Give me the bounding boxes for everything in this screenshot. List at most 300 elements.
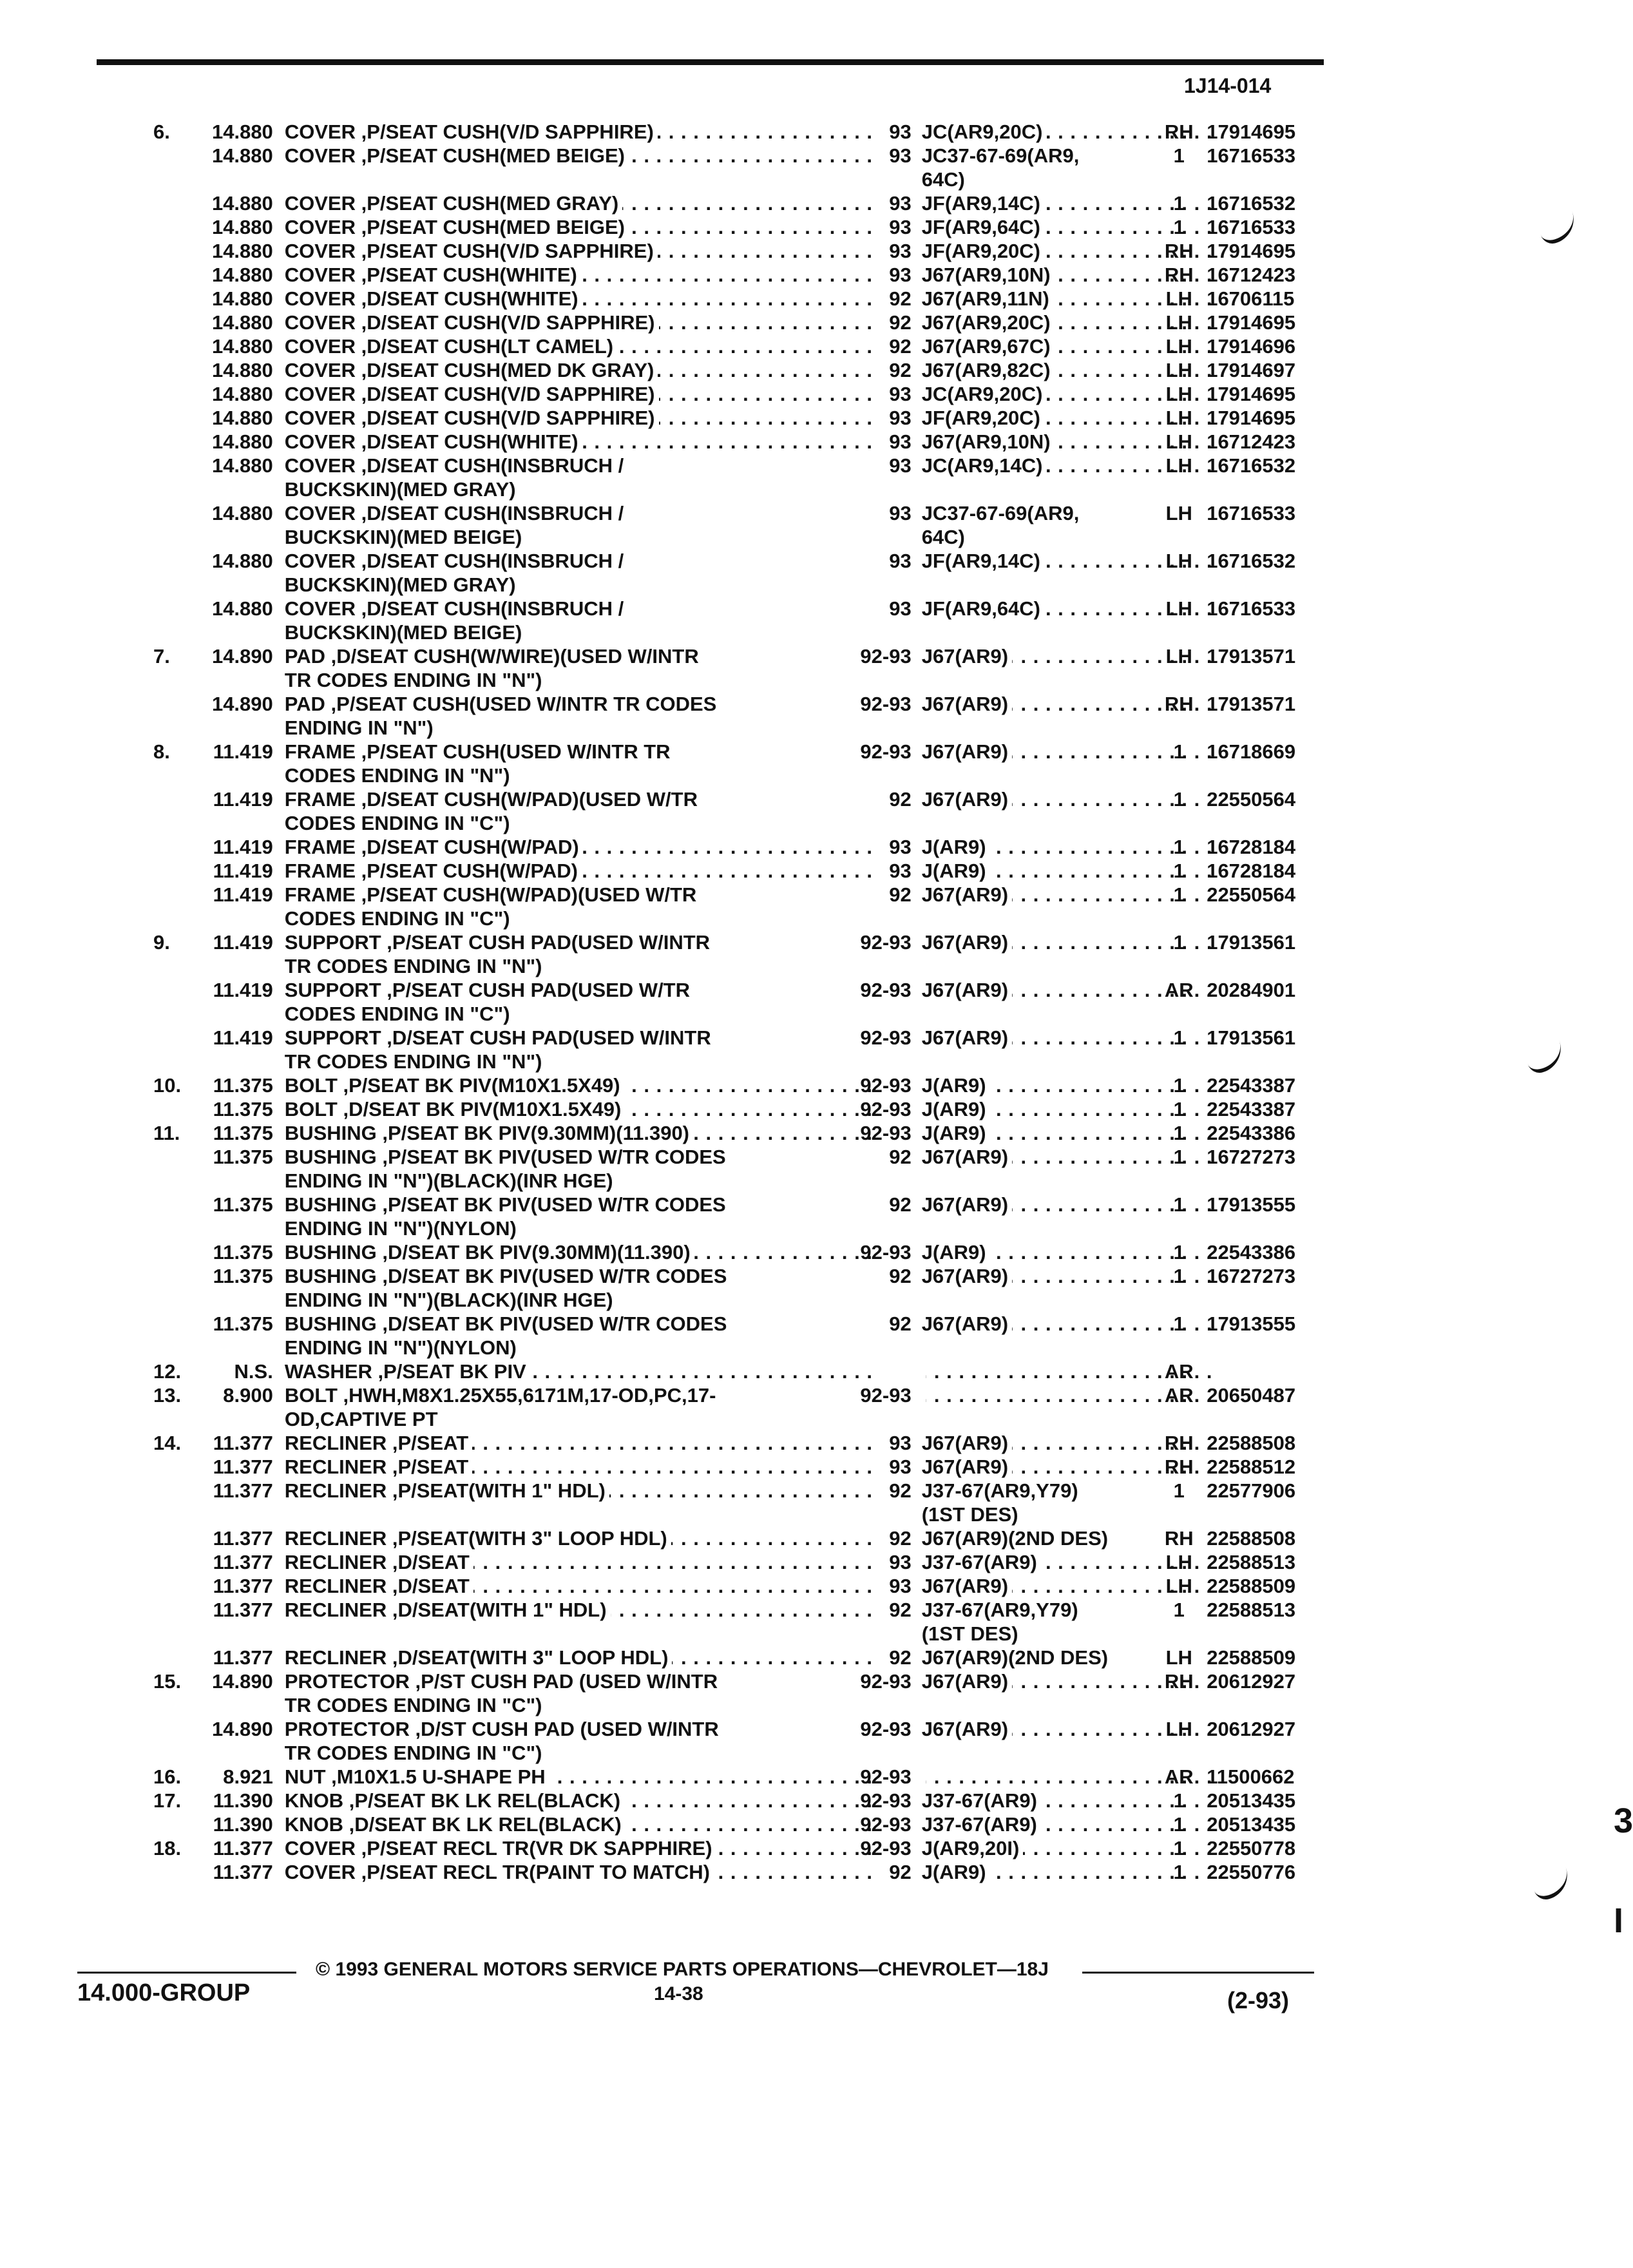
- model-year: 93: [889, 383, 912, 405]
- part-row: [97, 978, 1330, 1026]
- part-number: 17914695: [1207, 240, 1296, 262]
- group-number: 14.880: [211, 311, 273, 334]
- quantity: 1: [1173, 1861, 1185, 1883]
- part-number: 22543387: [1207, 1098, 1296, 1120]
- group-number: 14.880: [211, 240, 273, 262]
- part-description: COVER ,P/SEAT CUSH(V/D SAPPHIRE) . . .: [285, 120, 851, 144]
- ref-number: 12.: [153, 1360, 182, 1383]
- quantity: 1: [1173, 1265, 1185, 1287]
- group-number: 14.880: [211, 502, 273, 524]
- group-number: 14.890: [211, 1718, 273, 1740]
- part-row: [97, 1765, 1330, 1789]
- part-row: [97, 883, 1330, 930]
- model-code: JF(AR9,64C) . . .: [922, 597, 1157, 620]
- group-number: 14.890: [211, 645, 273, 668]
- edge-mark: 3: [1614, 1802, 1633, 1840]
- model-year: 92-93: [860, 1765, 912, 1788]
- ref-number: [97, 1574, 169, 1598]
- model-year: 93: [889, 120, 912, 143]
- ref-number: 14.: [153, 1432, 182, 1454]
- model-year: 92-93: [860, 1074, 912, 1097]
- ref-number: 10.: [153, 1074, 182, 1097]
- quantity: LH: [1165, 597, 1192, 620]
- part-row: [97, 191, 1330, 215]
- model-code: J67(AR9) . . .: [922, 978, 1157, 1002]
- group-number: 11.375: [213, 1098, 273, 1120]
- group-number: 14.890: [211, 693, 273, 715]
- part-number: 17914695: [1207, 383, 1296, 405]
- model-year: 92-93: [860, 1098, 912, 1120]
- part-description: NUT ,M10X1.5 U-SHAPE PH . . .: [285, 1765, 851, 1789]
- ref-number: 15.: [153, 1670, 182, 1693]
- model-year: 93: [889, 1575, 912, 1597]
- ref-number: [97, 1550, 169, 1574]
- ref-number: [97, 1860, 169, 1884]
- ref-number: [97, 883, 169, 907]
- part-row: [97, 1097, 1330, 1121]
- group-number: 14.880: [211, 359, 273, 381]
- quantity: 1: [1173, 860, 1185, 882]
- quantity: RH: [1164, 1527, 1194, 1550]
- part-row: [97, 1526, 1330, 1550]
- model-year: 92-93: [860, 1670, 912, 1693]
- part-row: [97, 1789, 1330, 1812]
- quantity: RH: [1164, 693, 1194, 715]
- part-number: 20513435: [1207, 1813, 1296, 1836]
- ref-number: [97, 1193, 169, 1216]
- part-number: 17913555: [1207, 1312, 1296, 1335]
- part-number: 11500662: [1207, 1765, 1295, 1788]
- group-number: 11.377: [213, 1575, 273, 1597]
- part-number: 17913555: [1207, 1193, 1296, 1216]
- part-number: 16716533: [1207, 597, 1296, 620]
- part-row: [97, 644, 1330, 692]
- model-year: 92-93: [860, 693, 912, 715]
- model-code: J(AR9) . . .: [922, 1073, 1157, 1097]
- part-number: 16712423: [1207, 430, 1296, 453]
- part-number: 22588513: [1207, 1599, 1296, 1621]
- model-year: 92-93: [860, 1789, 912, 1812]
- quantity: LH: [1165, 407, 1192, 429]
- part-row: [97, 740, 1330, 787]
- footer-page-number: 14-38: [654, 1983, 703, 2004]
- part-description: RECLINER ,P/SEAT . . .: [285, 1431, 851, 1455]
- ref-number: [97, 787, 169, 811]
- model-code: J67(AR9) . . .: [922, 883, 1157, 907]
- part-row: [97, 1240, 1330, 1264]
- model-code: J(AR9) . . .: [922, 1121, 1157, 1145]
- part-number: 16716533: [1207, 216, 1296, 238]
- part-number: 17913561: [1207, 1026, 1296, 1049]
- part-row: [97, 1360, 1330, 1383]
- part-row: [97, 1598, 1330, 1646]
- part-number: 16728184: [1207, 836, 1296, 858]
- model-code: J37-67(AR9,Y79) (1ST DES): [921, 1479, 1078, 1526]
- part-row: [97, 287, 1330, 311]
- part-description: FRAME ,P/SEAT CUSH(USED W/INTR TR CODES ENDING IN "N"): [284, 740, 671, 787]
- part-row: [97, 930, 1330, 978]
- part-description: COVER ,D/SEAT CUSH(MED DK GRAY) . . .: [285, 358, 851, 382]
- part-number: 20650487: [1207, 1384, 1296, 1407]
- model-code: J67(AR9)(2ND DES): [922, 1526, 1157, 1550]
- part-number: 17913571: [1207, 645, 1296, 668]
- part-number: 16718669: [1207, 740, 1296, 763]
- model-year: 93: [889, 407, 912, 429]
- quantity: 1: [1173, 1122, 1185, 1144]
- part-description: RECLINER ,D/SEAT . . .: [285, 1550, 851, 1574]
- part-number: 20284901: [1207, 979, 1296, 1001]
- quantity: 1: [1173, 1026, 1185, 1049]
- model-year: 92: [889, 1265, 912, 1287]
- part-description: BUSHING ,P/SEAT BK PIV(9.30MM)(11.390) . . .: [285, 1121, 851, 1145]
- model-year: 92: [889, 1861, 912, 1883]
- part-description: COVER ,D/SEAT CUSH(LT CAMEL) . . .: [285, 334, 851, 358]
- quantity: LH: [1165, 383, 1192, 405]
- model-year: 92: [889, 788, 912, 811]
- model-code: JC(AR9,14C) . . .: [922, 454, 1157, 477]
- part-row: [97, 1312, 1330, 1360]
- model-code: JF(AR9,14C) . . .: [922, 549, 1157, 573]
- group-number: 11.375: [213, 1193, 273, 1216]
- model-code: J37-67(AR9) . . .: [922, 1550, 1157, 1574]
- ref-number: [97, 191, 169, 215]
- part-description: SUPPORT ,P/SEAT CUSH PAD(USED W/INTR TR CODES ENDING IN "N"): [284, 931, 711, 977]
- group-number: 14.880: [211, 287, 273, 310]
- part-row: [97, 430, 1330, 454]
- group-number: 11.375: [213, 1122, 273, 1144]
- part-row: [97, 1550, 1330, 1574]
- part-description: RECLINER ,P/SEAT . . .: [285, 1455, 851, 1479]
- model-code: [922, 1765, 1157, 1789]
- model-year: 93: [889, 454, 912, 477]
- model-year: 93: [889, 836, 912, 858]
- part-description: COVER ,D/SEAT CUSH(INSBRUCH / BUCKSKIN)(MED BEIGE): [284, 597, 624, 644]
- ref-number: [97, 215, 169, 239]
- quantity: AR: [1164, 1360, 1194, 1383]
- quantity: 1: [1173, 1146, 1185, 1168]
- part-row: [97, 1383, 1330, 1431]
- group-number: 8.900: [223, 1384, 273, 1407]
- part-description: COVER ,P/SEAT CUSH(WHITE) . . .: [285, 263, 851, 287]
- group-number: 11.377: [213, 1599, 273, 1621]
- part-description: COVER ,D/SEAT CUSH(V/D SAPPHIRE) . . .: [285, 382, 851, 406]
- group-number: 11.375: [213, 1074, 273, 1097]
- part-row: [97, 263, 1330, 287]
- quantity: LH: [1165, 1575, 1192, 1597]
- part-description: COVER ,D/SEAT CUSH(WHITE) . . .: [285, 430, 851, 454]
- part-description: BUSHING ,P/SEAT BK PIV(USED W/TR CODES ENDING IN "N")(NYLON): [284, 1193, 726, 1240]
- model-code: J67(AR9) . . .: [922, 787, 1157, 811]
- model-year: 92: [889, 335, 912, 358]
- quantity: AR: [1164, 1765, 1194, 1788]
- part-description: COVER ,D/SEAT CUSH(V/D SAPPHIRE) . . .: [285, 311, 851, 334]
- quantity: LH: [1165, 359, 1192, 381]
- part-number: 16727273: [1207, 1146, 1296, 1168]
- ref-number: [97, 1646, 169, 1669]
- group-number: 11.375: [213, 1146, 273, 1168]
- ref-number: 7.: [153, 645, 170, 668]
- part-number: 20513435: [1207, 1789, 1296, 1812]
- model-code: J67(AR9) . . .: [922, 692, 1157, 716]
- model-year: 93: [889, 1551, 912, 1573]
- quantity: 1: [1173, 1599, 1185, 1621]
- ref-number: [97, 1240, 169, 1264]
- group-number: 11.377: [213, 1456, 273, 1478]
- model-code: J67(AR9,82C) . . .: [922, 358, 1157, 382]
- part-number: 22588509: [1207, 1575, 1296, 1597]
- quantity: LH: [1165, 550, 1192, 572]
- ref-number: [97, 692, 169, 716]
- model-code: J67(AR9) . . .: [922, 1455, 1157, 1479]
- part-description: SUPPORT ,P/SEAT CUSH PAD(USED W/TR CODES ENDING IN "C"): [284, 979, 690, 1025]
- group-number: 11.377: [213, 1861, 273, 1883]
- part-row: [97, 1193, 1330, 1240]
- part-number: 22588508: [1207, 1432, 1296, 1454]
- part-number: 22543387: [1207, 1074, 1296, 1097]
- ref-number: 11.: [153, 1122, 180, 1144]
- check-mark: [1536, 211, 1580, 247]
- part-row: [97, 1121, 1330, 1145]
- model-year: 93: [889, 240, 912, 262]
- ref-number: [97, 1026, 169, 1050]
- part-description: FRAME ,D/SEAT CUSH(W/PAD)(USED W/TR CODES ENDING IN "C"): [284, 788, 698, 834]
- part-number: 16712423: [1207, 264, 1296, 286]
- part-row: [97, 358, 1330, 382]
- model-code: J67(AR9) . . .: [922, 930, 1157, 954]
- group-number: 14.890: [211, 1670, 273, 1693]
- edge-mark: I: [1614, 1901, 1624, 1940]
- part-number: 16716533: [1207, 502, 1296, 524]
- part-row: [97, 1479, 1330, 1526]
- part-row: [97, 382, 1330, 406]
- model-year: 92: [889, 1312, 912, 1335]
- model-code: J67(AR9,10N) . . .: [922, 263, 1157, 287]
- quantity: 1: [1173, 1813, 1185, 1836]
- model-year: 93: [889, 430, 912, 453]
- group-number: 14.880: [211, 264, 273, 286]
- ref-number: [97, 1312, 169, 1336]
- group-number: 11.375: [213, 1312, 273, 1335]
- model-code: J67(AR9) . . .: [922, 1431, 1157, 1455]
- ref-number: [97, 1264, 169, 1288]
- ref-number: 18.: [153, 1837, 182, 1860]
- model-year: 92-93: [860, 1384, 912, 1407]
- part-number: 16727273: [1207, 1265, 1296, 1287]
- ref-number: [97, 597, 169, 620]
- quantity: 1: [1173, 931, 1185, 954]
- part-number: 17914696: [1207, 335, 1296, 358]
- ref-number: 9.: [153, 931, 170, 954]
- model-code: J67(AR9) . . .: [922, 740, 1157, 764]
- group-number: 11.390: [213, 1789, 273, 1812]
- model-year: 92-93: [860, 1837, 912, 1860]
- model-code: J67(AR9,11N) . . .: [922, 287, 1157, 311]
- group-number: 14.880: [211, 383, 273, 405]
- ref-number: 17.: [153, 1789, 182, 1812]
- model-year: 92: [889, 311, 912, 334]
- part-row: [97, 239, 1330, 263]
- quantity: RH: [1164, 240, 1194, 262]
- part-number: 22543386: [1207, 1122, 1296, 1144]
- ref-number: [97, 978, 169, 1002]
- group-number: 11.419: [213, 883, 273, 906]
- model-code: J(AR9,20I) . . .: [922, 1836, 1157, 1860]
- part-number: 22588513: [1207, 1551, 1296, 1573]
- quantity: LH: [1165, 1646, 1192, 1669]
- ref-number: 16.: [153, 1765, 182, 1788]
- quantity: 1: [1173, 836, 1185, 858]
- model-year: 92: [889, 1599, 912, 1621]
- part-description: PROTECTOR ,P/ST CUSH PAD (USED W/INTR TR CODES ENDING IN "C"): [284, 1670, 718, 1716]
- model-year: 93: [889, 192, 912, 215]
- model-code: J67(AR9,10N) . . .: [922, 430, 1157, 454]
- part-description: COVER ,P/SEAT RECL TR(VR DK SAPPHIRE) . . .: [285, 1836, 851, 1860]
- model-year: 92: [889, 1146, 912, 1168]
- model-code: J(AR9) . . .: [922, 1860, 1157, 1884]
- part-row: [97, 1455, 1330, 1479]
- part-row: [97, 835, 1330, 859]
- part-description: BUSHING ,P/SEAT BK PIV(USED W/TR CODES ENDING IN "N")(BLACK)(INR HGE): [284, 1146, 726, 1192]
- part-row: [97, 1717, 1330, 1765]
- part-description: PROTECTOR ,D/ST CUSH PAD (USED W/INTR TR CODES ENDING IN "C"): [284, 1718, 719, 1764]
- part-description: KNOB ,D/SEAT BK LK REL(BLACK) . . .: [285, 1812, 851, 1836]
- part-number: 22550776: [1207, 1861, 1296, 1883]
- footer-copyright: © 1993 GENERAL MOTORS SERVICE PARTS OPERATIONS—CHEVROLET—18J: [316, 1959, 1049, 1980]
- part-number: 20612927: [1207, 1670, 1296, 1693]
- quantity: LH: [1165, 430, 1192, 453]
- quantity: 1: [1173, 883, 1185, 906]
- quantity: RH: [1164, 1670, 1194, 1693]
- group-number: 14.880: [211, 120, 273, 143]
- quantity: LH: [1165, 335, 1192, 358]
- group-number: 14.880: [211, 454, 273, 477]
- model-year: 92-93: [860, 1718, 912, 1740]
- model-code: J37-67(AR9) . . .: [922, 1789, 1157, 1812]
- model-year: 92-93: [860, 740, 912, 763]
- group-number: 11.419: [213, 979, 273, 1001]
- ref-number: [97, 1145, 169, 1169]
- model-year: 92-93: [860, 979, 912, 1001]
- quantity: LH: [1165, 502, 1192, 524]
- quantity: LH: [1165, 454, 1192, 477]
- part-row: [97, 1836, 1330, 1860]
- model-year: 92: [889, 1479, 912, 1502]
- part-row: [97, 144, 1330, 191]
- quantity: 1: [1173, 192, 1185, 215]
- part-row: [97, 501, 1330, 549]
- part-number: 22550778: [1207, 1837, 1296, 1860]
- part-row: [97, 1073, 1330, 1097]
- model-code: JC(AR9,20C) . . .: [922, 120, 1157, 144]
- model-code: J37-67(AR9,Y79) (1ST DES): [921, 1599, 1078, 1645]
- part-row: [97, 1574, 1330, 1598]
- part-description: BUSHING ,D/SEAT BK PIV(USED W/TR CODES ENDING IN "N")(BLACK)(INR HGE): [284, 1265, 727, 1311]
- ref-number: [97, 1479, 169, 1503]
- part-row: [97, 454, 1330, 501]
- quantity: 1: [1173, 1241, 1185, 1264]
- quantity: 1: [1173, 1074, 1185, 1097]
- ref-number: 6.: [153, 120, 170, 143]
- quantity: 1: [1173, 1193, 1185, 1216]
- model-code: J37-67(AR9) . . .: [922, 1812, 1157, 1836]
- ref-number: [97, 382, 169, 406]
- group-number: 11.375: [213, 1265, 273, 1287]
- model-year: 93: [889, 1456, 912, 1478]
- group-number: 11.390: [213, 1813, 273, 1836]
- model-year: 92: [889, 1193, 912, 1216]
- model-year: 92-93: [860, 645, 912, 668]
- part-description: COVER ,D/SEAT CUSH(V/D SAPPHIRE) . . .: [285, 406, 851, 430]
- ref-number: [97, 144, 169, 168]
- model-code: [922, 1383, 1157, 1407]
- part-number: 22577906: [1207, 1479, 1296, 1502]
- quantity: RH: [1164, 264, 1194, 286]
- ref-number: [97, 1717, 169, 1741]
- part-description: FRAME ,D/SEAT CUSH(W/PAD) . . .: [285, 835, 851, 859]
- group-number: 11.377: [213, 1837, 273, 1860]
- model-year: 92-93: [860, 1241, 912, 1264]
- group-number: 14.880: [211, 216, 273, 238]
- ref-number: [97, 358, 169, 382]
- model-code: [922, 1360, 1157, 1383]
- part-description: COVER ,D/SEAT CUSH(INSBRUCH / BUCKSKIN)(MED GRAY): [284, 454, 624, 501]
- model-code: J67(AR9)(2ND DES): [922, 1646, 1157, 1669]
- group-number: N.S.: [234, 1360, 273, 1383]
- part-number: 16706115: [1207, 287, 1295, 310]
- group-number: 11.419: [213, 740, 273, 763]
- part-row: [97, 1431, 1330, 1455]
- part-description: COVER ,D/SEAT CUSH(INSBRUCH / BUCKSKIN)(MED GRAY): [284, 550, 624, 596]
- model-year: 93: [889, 502, 912, 524]
- part-description: FRAME ,P/SEAT CUSH(W/PAD)(USED W/TR CODES ENDING IN "C"): [284, 883, 697, 930]
- part-number: 17914697: [1207, 359, 1296, 381]
- quantity: 1: [1173, 1098, 1185, 1120]
- quantity: RH: [1164, 1432, 1194, 1454]
- part-number: 17913571: [1207, 693, 1296, 715]
- ref-number: [97, 859, 169, 883]
- part-description: COVER ,P/SEAT CUSH(V/D SAPPHIRE) . . .: [285, 239, 851, 263]
- ref-number: [97, 287, 169, 311]
- group-number: 11.375: [213, 1241, 273, 1264]
- model-code: JF(AR9,20C) . . .: [922, 406, 1157, 430]
- part-number: 22588508: [1207, 1527, 1296, 1550]
- part-description: KNOB ,P/SEAT BK LK REL(BLACK) . . .: [285, 1789, 851, 1812]
- part-description: BOLT ,HWH,M8X1.25X55,6171M,17-OD,PC,17- OD,CAPTIVE PT: [284, 1384, 716, 1430]
- top-rule: [97, 59, 1324, 65]
- part-number: 17914695: [1207, 311, 1296, 334]
- model-code: J(AR9) . . .: [922, 859, 1157, 883]
- part-row: [97, 1145, 1330, 1193]
- group-number: 11.419: [213, 1026, 273, 1049]
- model-year: 92: [889, 1527, 912, 1550]
- part-number: 16716532: [1207, 550, 1296, 572]
- group-number: 11.377: [213, 1432, 273, 1454]
- ref-number: [97, 1097, 169, 1121]
- part-number: 22588509: [1207, 1646, 1296, 1669]
- quantity: LH: [1165, 287, 1192, 310]
- ref-number: 8.: [153, 740, 170, 763]
- part-description: RECLINER ,D/SEAT . . .: [285, 1574, 851, 1598]
- ref-number: [97, 1598, 169, 1622]
- model-code: JC(AR9,20C) . . .: [922, 382, 1157, 406]
- part-description: COVER ,D/SEAT CUSH(WHITE) . . .: [285, 287, 851, 311]
- check-mark: [1523, 1040, 1567, 1076]
- part-number: 20612927: [1207, 1718, 1296, 1740]
- part-description: BOLT ,P/SEAT BK PIV(M10X1.5X49) . . .: [285, 1073, 851, 1097]
- model-code: J67(AR9) . . .: [922, 1145, 1157, 1169]
- group-number: 14.880: [211, 550, 273, 572]
- part-row: [97, 334, 1330, 358]
